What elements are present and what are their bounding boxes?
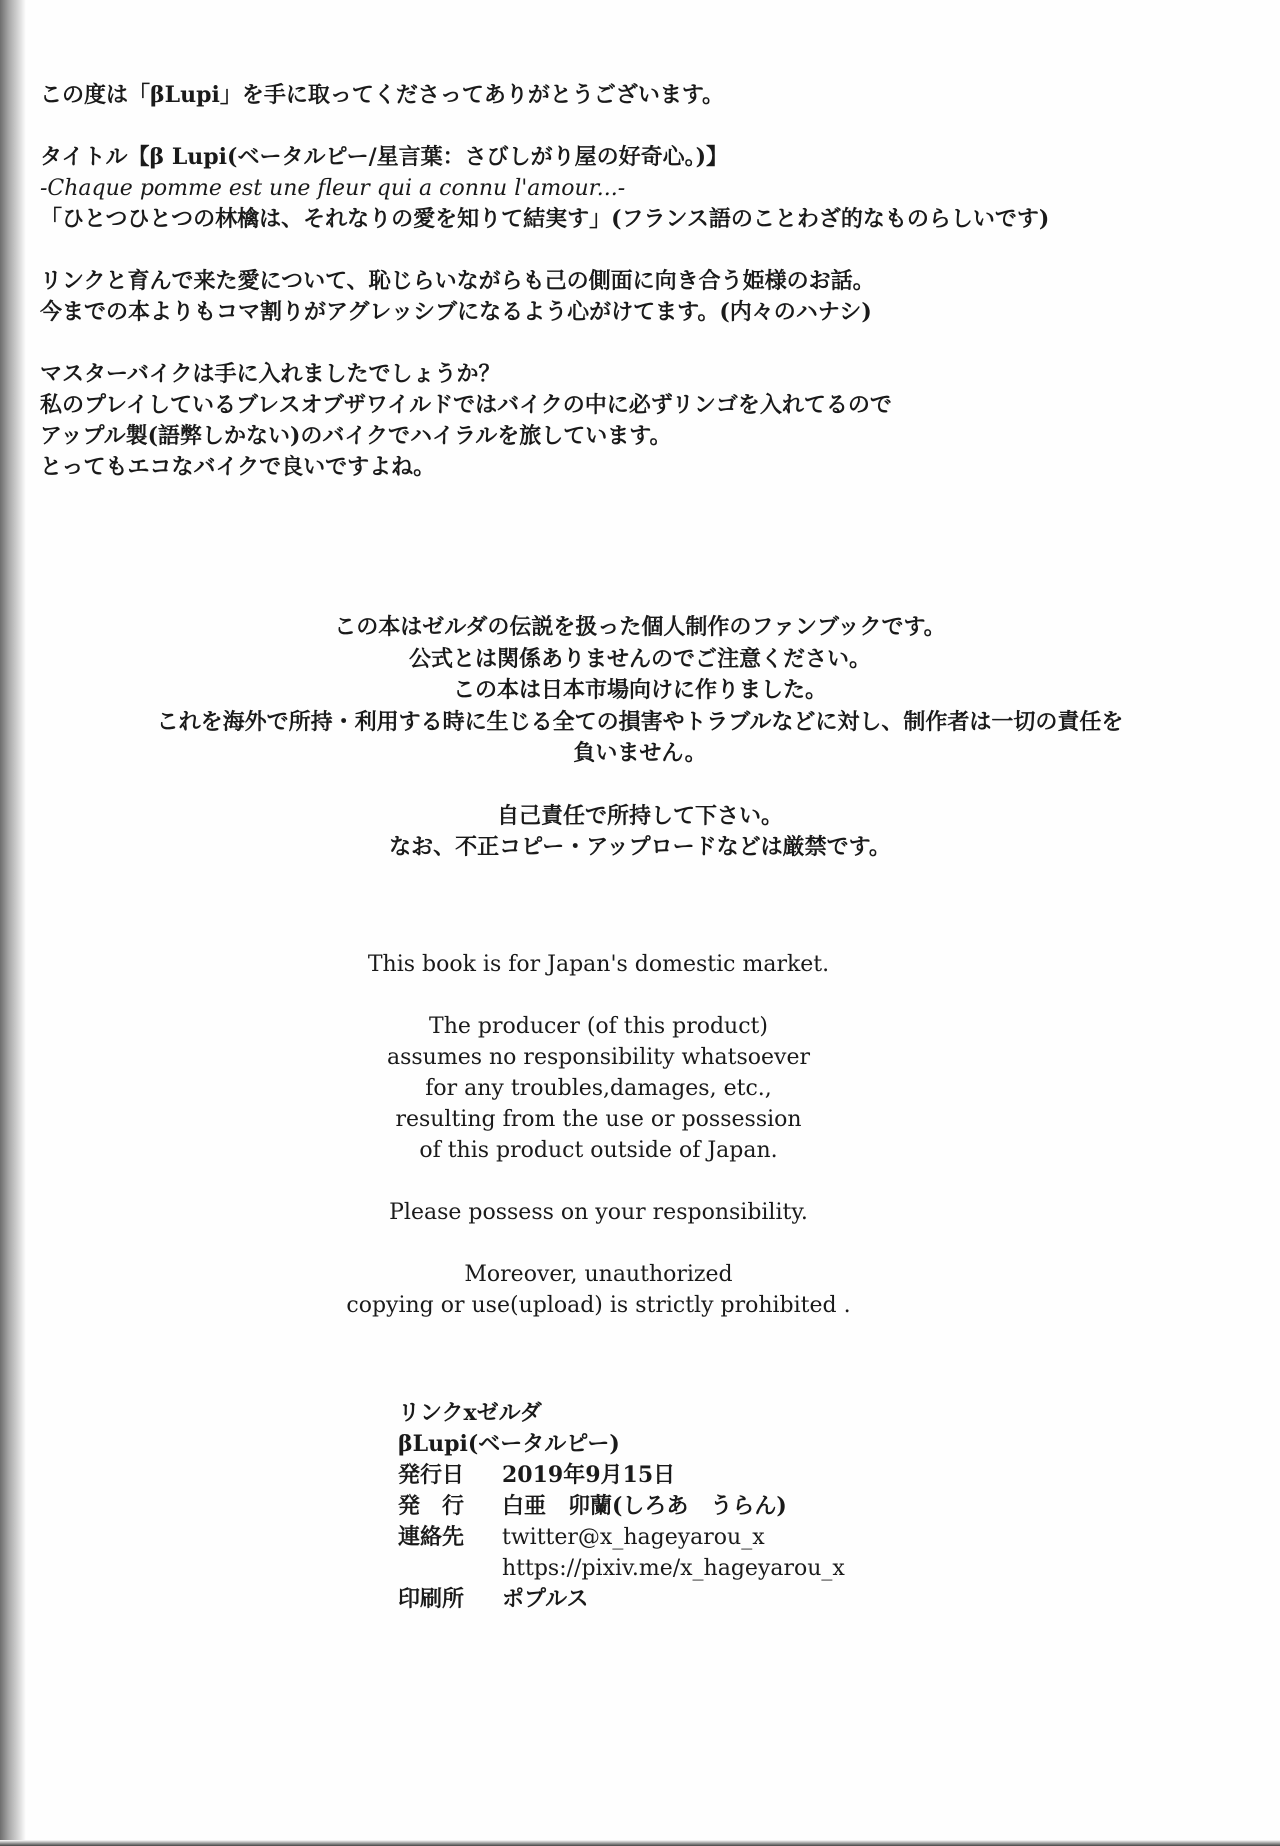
greeting-text: この度は「βLupi」を手に取ってくださってありがとうございます。 (40, 82, 725, 108)
english-notice (40, 949, 1157, 1321)
notice-line: for any troubles,damages, etc., (425, 1076, 772, 1101)
bike-line: マスターバイクは手に入れましたでしょうか？ (40, 361, 501, 387)
publisher-label: 発 行 (398, 1493, 465, 1519)
book-title: βLupi(ベータルピー) (398, 1431, 620, 1457)
pairing-text: リンクxゼルダ (398, 1400, 542, 1426)
notice-line: copying or use(upload) is strictly prohibited . (346, 1293, 851, 1318)
story-line: 今までの本よりもコマ割りがアグレッシブになるよう心がけてます。(内々のハナシ) (40, 299, 872, 325)
contact-pixiv: https://pixiv.me/x_hageyarou_x (502, 1556, 845, 1581)
notice-line: resulting from the use or possession (395, 1107, 802, 1132)
notice-line: assumes no responsibility whatsoever (386, 1045, 811, 1070)
notice-line: これを海外で所持・利用する時に生じる全ての損害やトラブルなどに対し、制作者は一切の責任を (156, 708, 1124, 735)
title-line: タイトル【β Lupi(ベータルピー/星言葉：さびしがり屋の好奇心。)】 (40, 144, 729, 170)
notice-line: of this product outside of Japan. (419, 1138, 778, 1163)
notice-line: 自己責任で所持して下さい。 (496, 802, 783, 829)
bike-line: 私のプレイしているブレスオブザワイルドではバイクの中に必ずリンゴを入れてるので (40, 392, 892, 418)
notice-line: この本はゼルダの伝説を扱った個人制作のファンブックです。 (334, 614, 946, 640)
notice-line: 負いません。 (573, 740, 707, 766)
binding-gutter-shadow (0, 0, 26, 1846)
page-bottom-edge (0, 1840, 1280, 1846)
proverb-translation: 「ひとつひとつの林檎は、それなりの愛を知りて結実す」(フランス語のことわざ的なものらしいです) (40, 206, 1050, 232)
notice-line: この本は日本市場向けに作りました。 (452, 677, 827, 703)
date-label: 発行日 (398, 1462, 465, 1488)
notice-line: なお、不正コピー・アップロードなどは厳禁です。 (389, 834, 891, 860)
date-value: 2019年9月15日 (502, 1462, 676, 1488)
bike-line: アップル製(語弊しかない)のバイクでハイラルを旅しています。 (40, 423, 672, 449)
contact-label: 連絡先 (398, 1524, 465, 1550)
printer-label: 印刷所 (398, 1586, 465, 1612)
story-line: リンクと育んで来た愛について、恥じらいながらも己の側面に向き合う姫様のお話。 (40, 268, 875, 294)
notice-line: 公式とは関係ありませんのでご注意ください。 (408, 645, 871, 672)
intro-section (40, 80, 1250, 483)
notice-line: Please possess on your responsibility. (389, 1200, 808, 1225)
publisher-value: 白亜 卯蘭(しろあ うらん) (502, 1493, 787, 1519)
french-proverb: -Chaque pomme est une fleur qui a connu l'amour...- (40, 176, 626, 201)
japanese-notice (40, 612, 1240, 864)
colophon (398, 1398, 845, 1615)
printer-value: ポプルス (502, 1586, 589, 1612)
notice-line: This book is for Japan's domestic market. (367, 952, 830, 977)
notice-line: The producer (of this product) (429, 1014, 768, 1039)
bike-line: とってもエコなバイクで良いですよね。 (40, 454, 436, 480)
notice-line: Moreover, unauthorized (464, 1262, 733, 1287)
contact-twitter: twitter@x_hageyarou_x (502, 1525, 765, 1550)
